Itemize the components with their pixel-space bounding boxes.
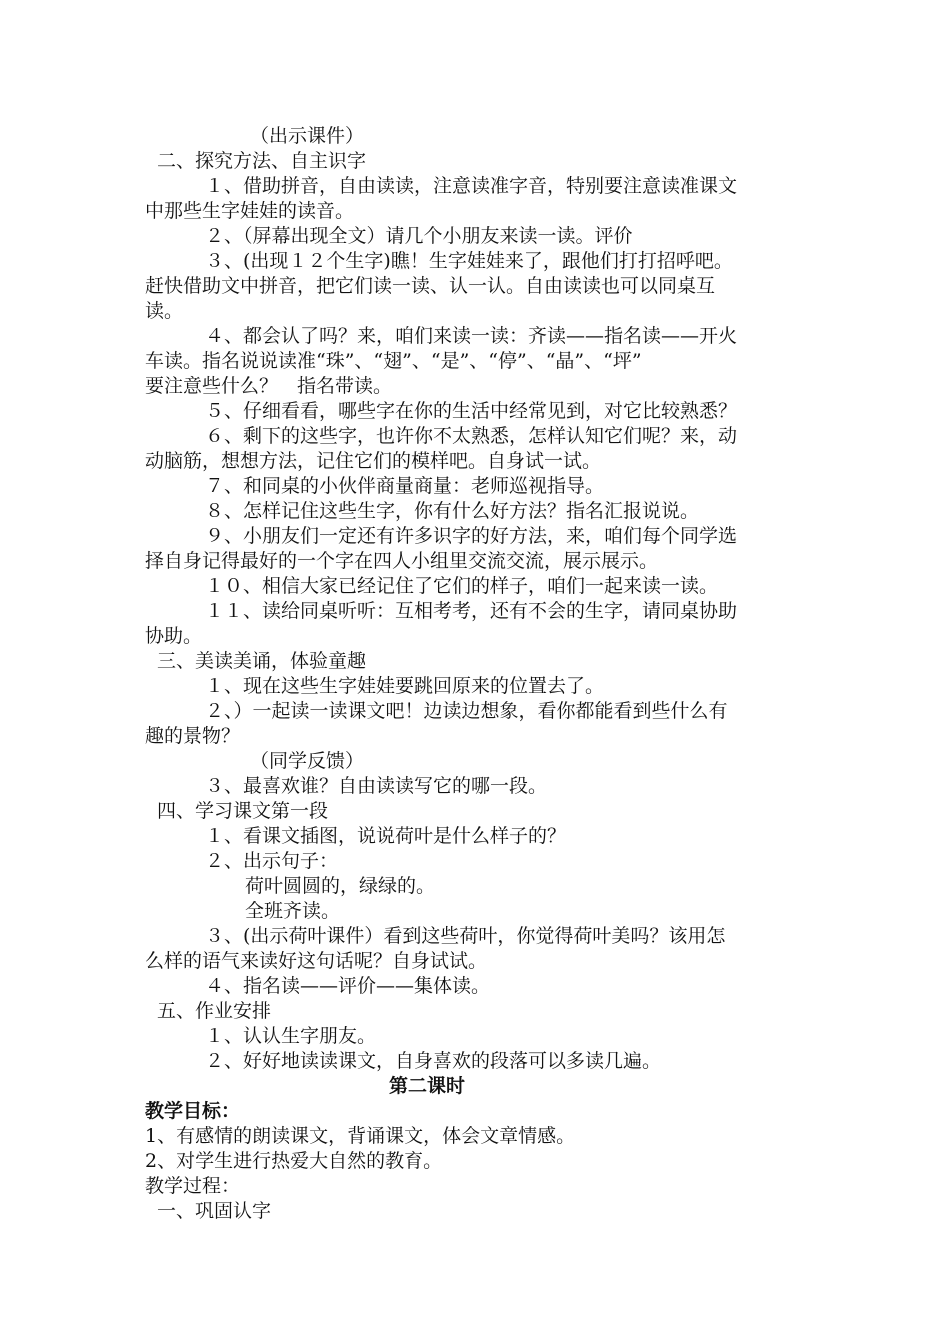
text-line: ３、(出现１２个生字)瞧！生字娃娃来了，跟他们打打招呼吧。 bbox=[205, 250, 733, 272]
text-line: ２、出示句子： bbox=[205, 850, 339, 872]
lesson-title: 第二课时 bbox=[389, 1075, 466, 1097]
text-line: 趣的景物？ bbox=[145, 725, 241, 747]
text-line: １、认认生字朋友。 bbox=[205, 1025, 377, 1047]
text-line: 赶快借助文中拼音，把它们读一读、认一认。自由读读也可以同桌互 bbox=[145, 275, 716, 297]
text-line: 么样的语气来读好这句话呢？自身试试。 bbox=[145, 950, 488, 972]
text-line: １、看课文插图，说说荷叶是什么样子的？ bbox=[205, 825, 567, 847]
text-line: ２、）一起读一读课文吧！边读边想象，看你都能看到些什么有 bbox=[205, 700, 728, 722]
text-line: 中那些生字娃娃的读音。 bbox=[145, 200, 355, 222]
text-line: ８、怎样记住这些生字，你有什么好方法？指名汇报说说。 bbox=[205, 500, 700, 522]
text-line: 荷叶圆圆的，绿绿的。 bbox=[245, 875, 436, 897]
section-heading: 三、美读美诵，体验童趣 bbox=[157, 650, 367, 672]
text-line: ４、指名读——评价——集体读。 bbox=[205, 975, 491, 997]
text-line: 读。 bbox=[145, 300, 184, 322]
text-line: ７、和同桌的小伙伴商量商量：老师巡视指导。 bbox=[205, 475, 605, 497]
text-line: 动脑筋，想想方法，记住它们的模样吧。自身试一试。 bbox=[145, 450, 602, 472]
text-line: １０、相信大家已经记住了它们的样子，咱们一起来读一读。 bbox=[205, 575, 719, 597]
text-line: 1、有感情的朗读课文，背诵课文，体会文章情感。 bbox=[145, 1125, 576, 1147]
text-line: 2、对学生进行热爱大自然的教育。 bbox=[145, 1150, 443, 1172]
text-line: 车读。指名说说读准“珠”、“翅”、“是”、“停”、“晶”、“坪” bbox=[145, 350, 642, 372]
text-line: ３、最喜欢谁？自由读读写它的哪一段。 bbox=[205, 775, 548, 797]
text-line: １、现在这些生字娃娃要跳回原来的位置去了。 bbox=[205, 675, 605, 697]
text-line: （同学反馈） bbox=[250, 750, 365, 772]
text-line: （出示课件） bbox=[250, 125, 365, 147]
objectives-heading: 教学目标： bbox=[145, 1100, 241, 1122]
text-line: ９、小朋友们一定还有许多识字的好方法，来，咱们每个同学选 bbox=[205, 525, 738, 547]
text-line: ２、（屏幕出现全文）请几个小朋友来读一读。评价 bbox=[205, 225, 633, 247]
text-line: 全班齐读。 bbox=[245, 900, 341, 922]
text-line: １、借助拼音，自由读读，注意读准字音，特别要注意读准课文 bbox=[205, 175, 738, 197]
text-line: ２、好好地读读课文，自身喜欢的段落可以多读几遍。 bbox=[205, 1050, 662, 1072]
section-heading: 一、巩固认字 bbox=[157, 1200, 272, 1222]
section-heading: 四、学习课文第一段 bbox=[157, 800, 329, 822]
text-line: 要注意些什么？ 指名带读。 bbox=[145, 375, 393, 397]
text-line: ３、(出示荷叶课件）看到这些荷叶，你觉得荷叶美吗？该用怎 bbox=[205, 925, 726, 947]
section-heading: 五、作业安排 bbox=[157, 1000, 272, 1022]
text-line: 协助。 bbox=[145, 625, 203, 647]
text-line: 择自身记得最好的一个字在四人小组里交流交流，展示展示。 bbox=[145, 550, 659, 572]
text-line: ６、剩下的这些字，也许你不太熟悉，怎样认知它们呢？来，动 bbox=[205, 425, 738, 447]
section-heading: 二、探究方法、自主识字 bbox=[157, 150, 367, 172]
text-line: ５、仔细看看，哪些字在你的生活中经常见到，对它比较熟悉？ bbox=[205, 400, 738, 422]
text-line: １１、读给同桌听听：互相考考，还有不会的生字，请同桌协助 bbox=[205, 600, 738, 622]
text-line: 教学过程： bbox=[145, 1175, 241, 1197]
text-line: ４、都会认了吗？来，咱们来读一读：齐读——指名读——开火 bbox=[205, 325, 738, 347]
